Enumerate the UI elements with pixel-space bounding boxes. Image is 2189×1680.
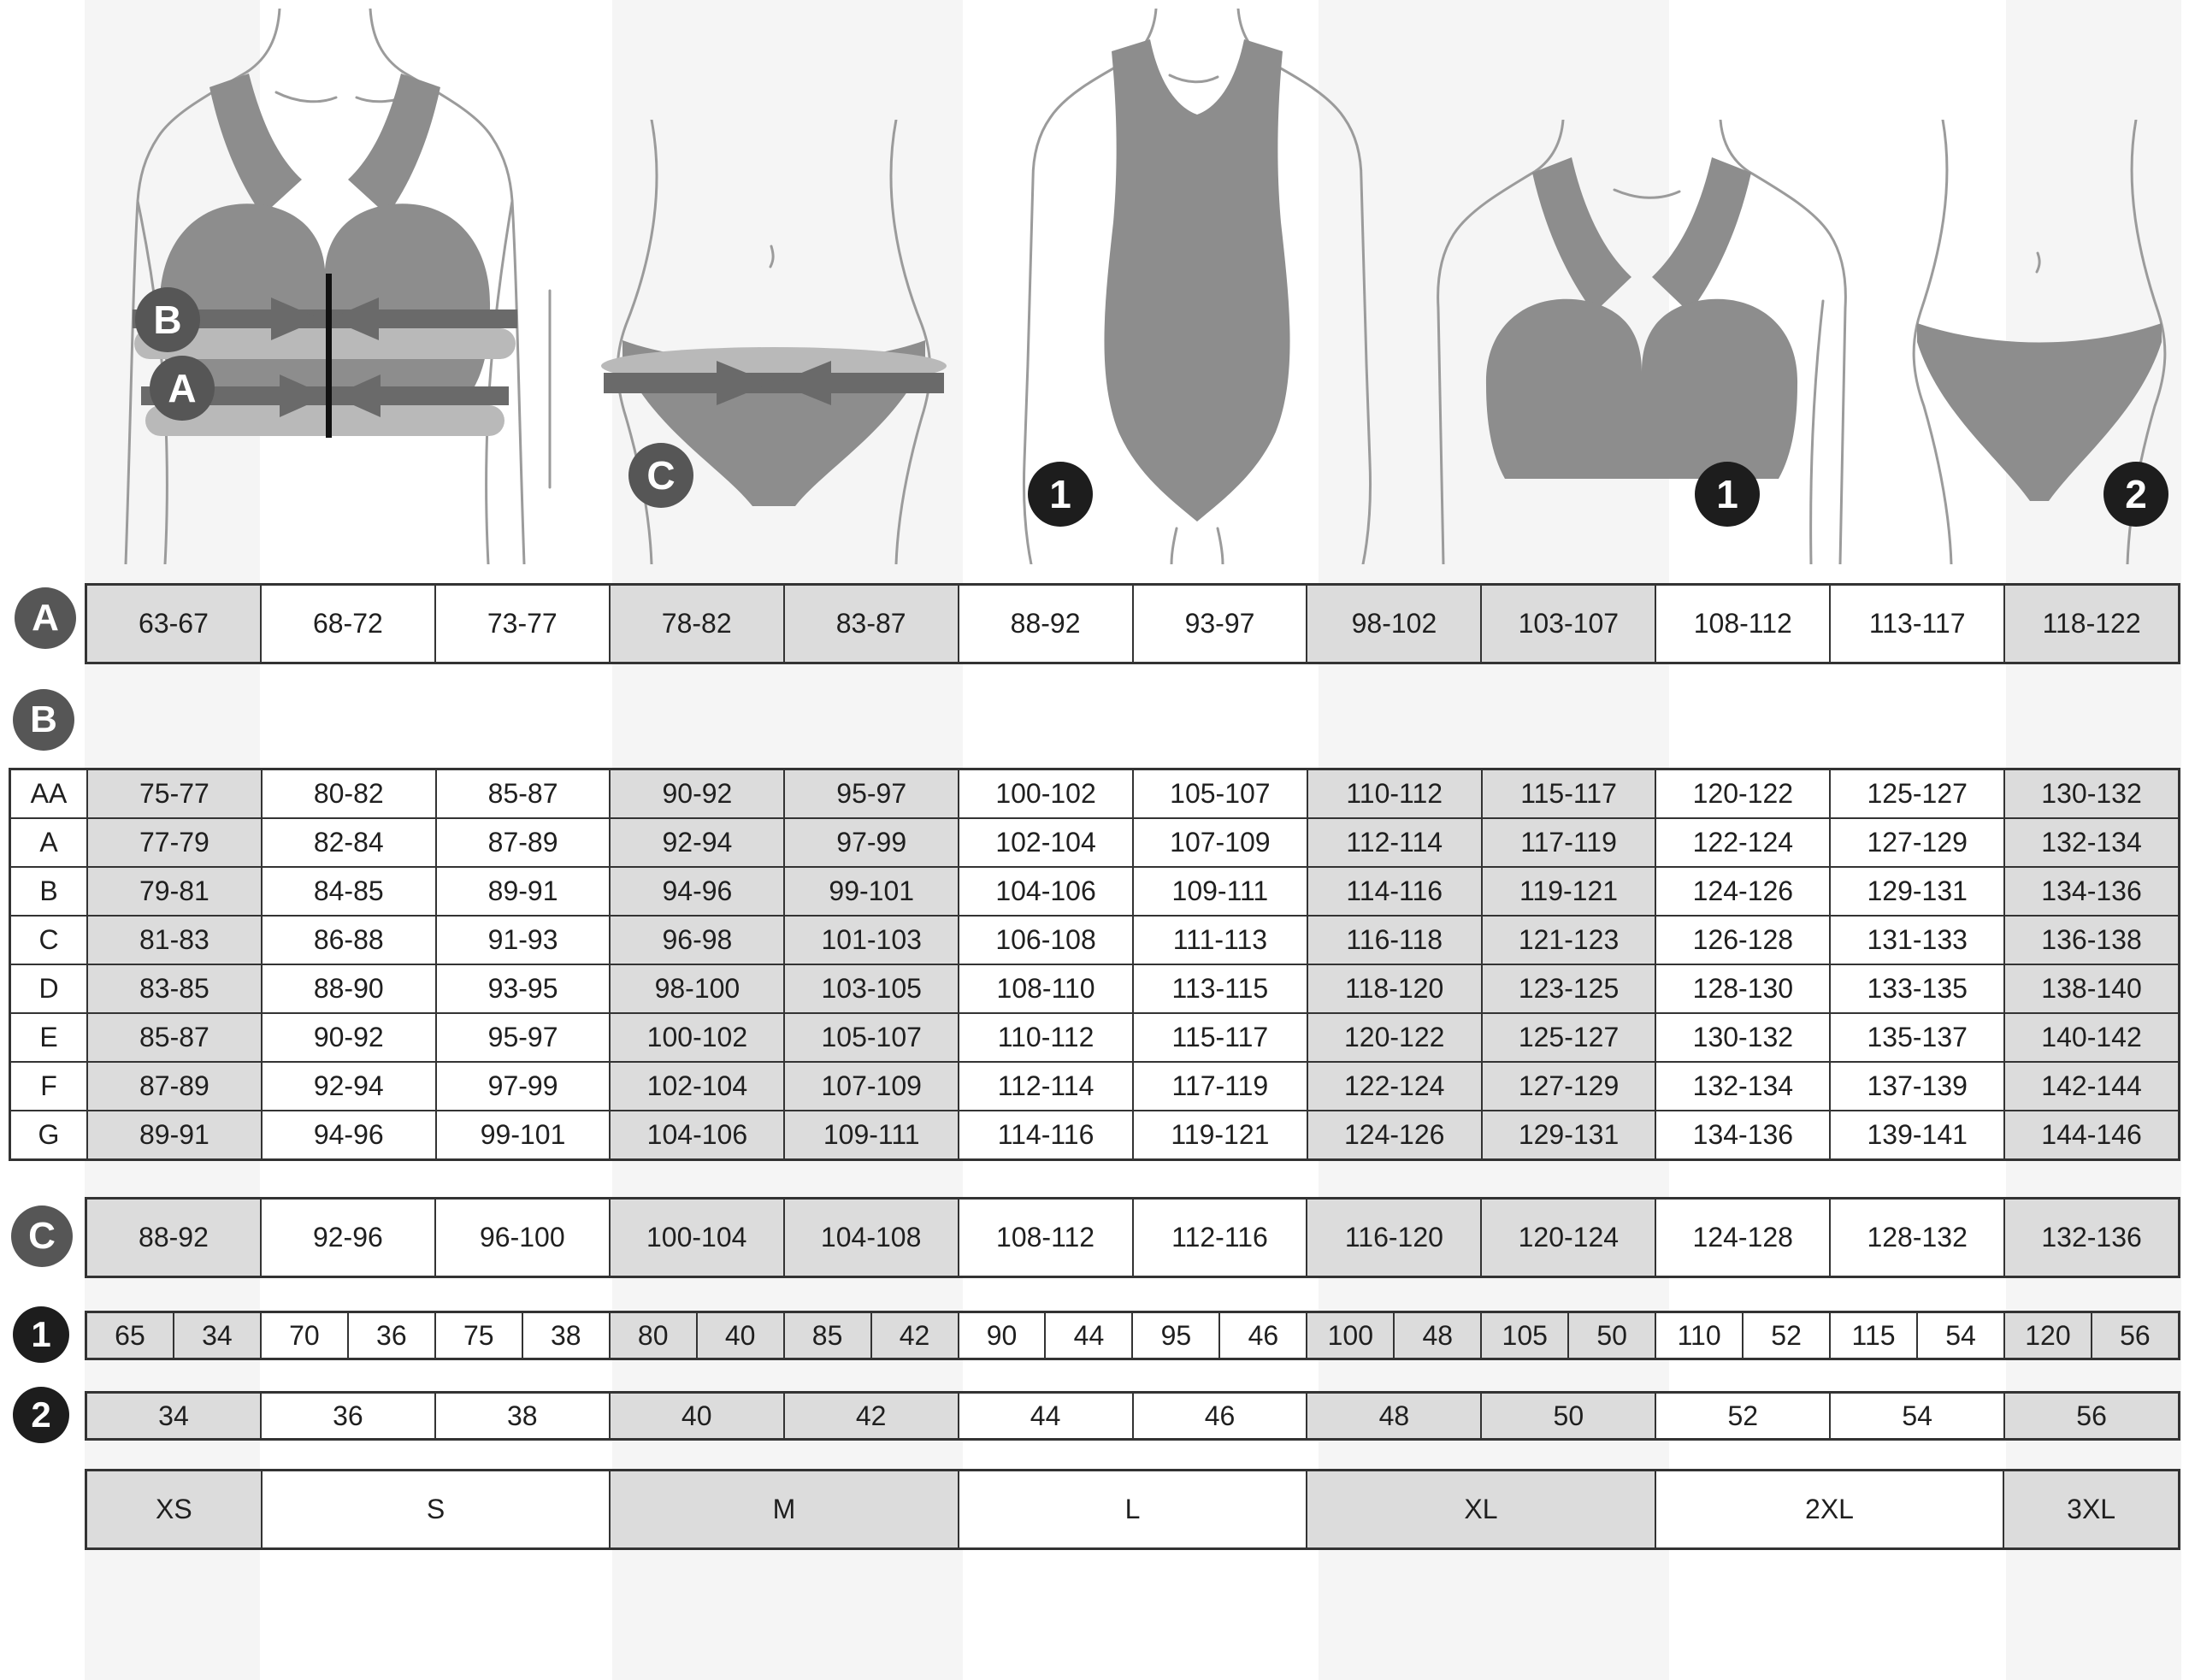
cup-range-cell: 99-101	[435, 1111, 610, 1158]
cup-range-cell: 127-129	[1481, 1063, 1655, 1110]
cup-range-cell: 135-137	[1829, 1014, 2003, 1061]
swimsuit-garment	[1104, 39, 1289, 522]
cup-range-cell: 120-122	[1307, 1014, 1481, 1061]
bra-conf-size-cell: 56	[2091, 1313, 2178, 1358]
underbust-range-cell: 103-107	[1480, 586, 1655, 662]
bra-band-size-cell: 105	[1480, 1313, 1567, 1358]
panty-size-cell: 40	[609, 1394, 783, 1438]
bra-strap	[1532, 157, 1631, 313]
cup-range-cell: 132-134	[1655, 1063, 1829, 1110]
cup-range-cell: 138-140	[2003, 965, 2178, 1012]
cup-range-cell: 101-103	[783, 917, 958, 964]
underbust-range-cell: 98-102	[1306, 586, 1480, 662]
cup-range-cell: 100-102	[958, 770, 1132, 817]
bra-band-size-cell: 85	[783, 1313, 870, 1358]
cup-range-cell: 75-77	[86, 770, 261, 817]
bra-band-size-cell: 100	[1306, 1313, 1393, 1358]
underbust-range-cell: 73-77	[434, 586, 609, 662]
cup-range-cell: 130-132	[2003, 770, 2178, 817]
body-outline	[1811, 301, 1823, 564]
panty-size-cell: 46	[1132, 1394, 1307, 1438]
cup-range-cell: 139-141	[1829, 1111, 2003, 1158]
cup-range-cell: 84-85	[261, 868, 435, 915]
underbust-range-cell: 93-97	[1132, 586, 1307, 662]
cup-range-cell: 83-85	[86, 965, 261, 1012]
hip-range-cell: 92-96	[260, 1200, 434, 1276]
figure-underbust-label-badge: A	[150, 356, 215, 421]
cup-range-cell: 130-132	[1655, 1014, 1829, 1061]
cup-range-cell: 93-95	[435, 965, 610, 1012]
cup-range-cell: 85-87	[435, 770, 610, 817]
bra-conf-size-cell: 54	[1916, 1313, 2003, 1358]
cup-range-cell: 124-126	[1307, 1111, 1481, 1158]
cup-range-cell: 134-136	[2003, 868, 2178, 915]
cup-table-row	[11, 817, 2178, 866]
cup-range-cell: 110-112	[958, 1014, 1132, 1061]
bra-conf-size-cell: 38	[522, 1313, 609, 1358]
cup-range-cell: 117-119	[1481, 819, 1655, 866]
cup-range-cell: 128-130	[1655, 965, 1829, 1012]
panty-size-cell: 34	[87, 1394, 260, 1438]
cup-range-cell: 97-99	[783, 819, 958, 866]
figure-bust-label-badge: B	[135, 287, 200, 352]
figure-panties-marker-badge: 2	[2103, 462, 2168, 527]
hip-range-table	[85, 1197, 2180, 1278]
cup-range-cell: 89-91	[435, 868, 610, 915]
bra-band-size-cell: 65	[87, 1313, 173, 1358]
bra-band-size-cell: 120	[2003, 1313, 2091, 1358]
cup-row-label: E	[11, 1014, 86, 1061]
panty-size-cell: 36	[260, 1394, 434, 1438]
cup-range-cell: 80-82	[261, 770, 435, 817]
cup-range-cell: 112-114	[958, 1063, 1132, 1110]
letter-size-cell: XL	[1306, 1471, 1655, 1547]
cup-table-row	[11, 866, 2178, 915]
bra-conf-size-cell: 40	[696, 1313, 783, 1358]
cup-table-row	[11, 1012, 2178, 1061]
cup-range-cell: 96-98	[609, 917, 783, 964]
figure-hip-label-badge: C	[628, 443, 693, 508]
bra-band-size-cell: 110	[1655, 1313, 1742, 1358]
cup-table-row	[11, 1110, 2178, 1158]
cup-table-row	[11, 915, 2178, 964]
bra-figure	[1437, 120, 1847, 564]
hip-range-cell: 128-132	[1829, 1200, 2003, 1276]
bra-cups	[1486, 299, 1797, 479]
hip-measure-band	[604, 373, 944, 393]
letter-size-cell: 2XL	[1655, 1471, 2003, 1547]
cup-range-cell: 95-97	[435, 1014, 610, 1061]
cup-range-cell: 92-94	[609, 819, 783, 866]
cup-range-cell: 109-111	[1132, 868, 1307, 915]
cup-range-cell: 116-118	[1307, 917, 1481, 964]
cup-range-cell: 89-91	[86, 1111, 261, 1158]
cup-range-cell: 119-121	[1132, 1111, 1307, 1158]
cup-range-cell: 134-136	[1655, 1111, 1829, 1158]
panty-size-table	[85, 1391, 2180, 1441]
cup-range-cell: 118-120	[1307, 965, 1481, 1012]
panty-size-cell: 42	[783, 1394, 958, 1438]
underbust-range-cell: 68-72	[260, 586, 434, 662]
row-panty-size-badge: 2	[13, 1387, 69, 1443]
center-reference-line	[326, 274, 332, 438]
letter-size-cell: 3XL	[2003, 1471, 2178, 1547]
collarbone-line	[1614, 190, 1679, 197]
underbust-range-cell: 113-117	[1829, 586, 2003, 662]
cup-range-cell: 137-139	[1829, 1063, 2003, 1110]
cup-row-label: A	[11, 819, 86, 866]
bra-band-size-cell: 75	[434, 1313, 522, 1358]
cup-range-cell: 125-127	[1481, 1014, 1655, 1061]
cup-row-label: B	[11, 868, 86, 915]
cup-range-cell: 132-134	[2003, 819, 2178, 866]
bra-illustration	[1437, 120, 1847, 564]
underbust-range-cell: 83-87	[783, 586, 958, 662]
cup-range-cell: 85-87	[86, 1014, 261, 1061]
figure-swimsuit-marker-badge: 1	[1028, 462, 1093, 527]
leg-line	[1171, 528, 1177, 564]
panty-size-cell: 44	[958, 1394, 1132, 1438]
panty-size-cell: 56	[2003, 1394, 2178, 1438]
cup-range-cell: 142-144	[2003, 1063, 2178, 1110]
cup-range-cell: 125-127	[1829, 770, 2003, 817]
cup-range-cell: 95-97	[783, 770, 958, 817]
cup-range-cell: 81-83	[86, 917, 261, 964]
hip-range-cell: 120-124	[1480, 1200, 1655, 1276]
underbust-range-cell: 108-112	[1655, 586, 1829, 662]
cup-range-cell: 123-125	[1481, 965, 1655, 1012]
bra-band-size-cell: 80	[609, 1313, 696, 1358]
cup-range-cell: 87-89	[86, 1063, 261, 1110]
letter-size-cell: XS	[87, 1471, 261, 1547]
letter-size-cell: L	[958, 1471, 1307, 1547]
bra-conf-size-cell: 46	[1218, 1313, 1306, 1358]
cup-range-cell: 88-90	[261, 965, 435, 1012]
cup-range-cell: 97-99	[435, 1063, 610, 1110]
hip-range-cell: 112-116	[1132, 1200, 1307, 1276]
navel-line	[770, 246, 773, 267]
cup-range-cell: 90-92	[261, 1014, 435, 1061]
panty-size-cell: 52	[1655, 1394, 1829, 1438]
row-underbust-badge: A	[15, 587, 76, 649]
bra-strap	[209, 74, 302, 215]
underbust-range-cell: 63-67	[87, 586, 260, 662]
cup-range-cell: 92-94	[261, 1063, 435, 1110]
cup-size-table	[9, 768, 2180, 1161]
body-outline	[247, 9, 280, 72]
bra-band-size-cell: 70	[260, 1313, 347, 1358]
bra-conf-size-cell: 34	[173, 1313, 260, 1358]
underbust-range-table	[85, 583, 2180, 664]
body-outline	[370, 9, 403, 72]
cup-row-label: F	[11, 1063, 86, 1110]
hip-range-cell: 116-120	[1306, 1200, 1480, 1276]
cup-range-cell: 115-117	[1481, 770, 1655, 817]
cup-range-cell: 107-109	[1132, 819, 1307, 866]
cup-range-cell: 117-119	[1132, 1063, 1307, 1110]
cup-table-row	[11, 964, 2178, 1012]
hip-range-cell: 132-136	[2003, 1200, 2178, 1276]
hip-range-cell: 96-100	[434, 1200, 609, 1276]
letter-size-table	[85, 1469, 2180, 1550]
figure-bra-marker-badge: 1	[1695, 462, 1760, 527]
bra-conf-size-cell: 48	[1393, 1313, 1480, 1358]
bra-conf-size-cell: 36	[347, 1313, 434, 1358]
cup-range-cell: 102-104	[958, 819, 1132, 866]
hip-range-cell: 124-128	[1655, 1200, 1829, 1276]
bra-band-size-cell: 95	[1131, 1313, 1218, 1358]
cup-range-cell: 98-100	[609, 965, 783, 1012]
cup-range-cell: 87-89	[435, 819, 610, 866]
cup-table-badge: B	[13, 689, 74, 751]
cup-range-cell: 114-116	[1307, 868, 1481, 915]
panty-size-cell: 38	[434, 1394, 609, 1438]
cup-range-cell: 115-117	[1132, 1014, 1307, 1061]
cup-range-cell: 91-93	[435, 917, 610, 964]
panty-size-cell: 50	[1480, 1394, 1655, 1438]
cup-range-cell: 121-123	[1481, 917, 1655, 964]
cup-range-cell: 102-104	[609, 1063, 783, 1110]
bra-conf-size-cell: 52	[1742, 1313, 1829, 1358]
bra-band-size-cell: 115	[1829, 1313, 1916, 1358]
cup-range-cell: 109-111	[783, 1111, 958, 1158]
bra-measurement-illustration	[81, 9, 569, 564]
cup-range-cell: 120-122	[1655, 770, 1829, 817]
cup-range-cell: 94-96	[609, 868, 783, 915]
row-hip-badge: C	[11, 1205, 73, 1267]
cup-range-cell: 133-135	[1829, 965, 2003, 1012]
cup-range-cell: 105-107	[783, 1014, 958, 1061]
cup-range-cell: 113-115	[1132, 965, 1307, 1012]
letter-size-cell: M	[609, 1471, 958, 1547]
collarbone-line	[1170, 75, 1218, 82]
cup-table-row	[11, 1061, 2178, 1110]
cup-range-cell: 104-106	[609, 1111, 783, 1158]
cup-range-cell: 79-81	[86, 868, 261, 915]
cup-range-cell: 127-129	[1829, 819, 2003, 866]
cup-row-label: AA	[11, 770, 86, 817]
bra-strap	[1652, 157, 1751, 313]
cup-range-cell: 131-133	[1829, 917, 2003, 964]
cup-row-label: C	[11, 917, 86, 964]
cup-range-cell: 77-79	[86, 819, 261, 866]
leg-line	[1218, 528, 1223, 564]
hip-range-cell: 100-104	[609, 1200, 783, 1276]
underbust-range-cell: 88-92	[958, 586, 1132, 662]
cup-range-cell: 126-128	[1655, 917, 1829, 964]
bra-conf-size-cell: 42	[870, 1313, 958, 1358]
navel-line	[2037, 253, 2039, 272]
cup-range-cell: 90-92	[609, 770, 783, 817]
underbust-range-cell: 118-122	[2003, 586, 2178, 662]
bra-conf-size-cell: 50	[1567, 1313, 1655, 1358]
letter-size-cell: S	[261, 1471, 610, 1547]
cup-table-row	[11, 770, 2178, 817]
cup-range-cell: 129-131	[1481, 1111, 1655, 1158]
cup-range-cell: 129-131	[1829, 868, 2003, 915]
cup-range-cell: 108-110	[958, 965, 1132, 1012]
row-bra-size-badge: 1	[13, 1306, 69, 1363]
panty-size-cell: 54	[1829, 1394, 2003, 1438]
cup-row-label: D	[11, 965, 86, 1012]
cup-range-cell: 144-146	[2003, 1111, 2178, 1158]
cup-range-cell: 111-113	[1132, 917, 1307, 964]
cup-range-cell: 100-102	[609, 1014, 783, 1061]
body-outline	[487, 201, 512, 564]
cup-range-cell: 119-121	[1481, 868, 1655, 915]
bra-measurement-figure	[81, 9, 569, 564]
bra-conf-size-cell: 44	[1044, 1313, 1131, 1358]
cup-row-label: G	[11, 1111, 86, 1158]
bra-band-size-cell: 90	[958, 1313, 1045, 1358]
cup-range-cell: 124-126	[1655, 868, 1829, 915]
underbust-range-cell: 78-82	[609, 586, 783, 662]
cup-range-cell: 122-124	[1307, 1063, 1481, 1110]
cup-range-cell: 110-112	[1307, 770, 1481, 817]
cup-range-cell: 99-101	[783, 868, 958, 915]
cup-range-cell: 104-106	[958, 868, 1132, 915]
cup-range-cell: 94-96	[261, 1111, 435, 1158]
collarbone-line	[276, 92, 336, 102]
cup-range-cell: 86-88	[261, 917, 435, 964]
cup-range-cell: 140-142	[2003, 1014, 2178, 1061]
cup-range-cell: 105-107	[1132, 770, 1307, 817]
hip-range-cell: 88-92	[87, 1200, 260, 1276]
hip-range-cell: 108-112	[958, 1200, 1132, 1276]
cup-range-cell: 114-116	[958, 1111, 1132, 1158]
bra-size-table	[85, 1311, 2180, 1360]
cup-range-cell: 136-138	[2003, 917, 2178, 964]
cup-range-cell: 106-108	[958, 917, 1132, 964]
panty-size-cell: 48	[1306, 1394, 1480, 1438]
cup-range-cell: 122-124	[1655, 819, 1829, 866]
hip-range-cell: 104-108	[783, 1200, 958, 1276]
cup-range-cell: 107-109	[783, 1063, 958, 1110]
cup-range-cell: 112-114	[1307, 819, 1481, 866]
cup-range-cell: 103-105	[783, 965, 958, 1012]
bra-strap	[348, 74, 440, 215]
cup-range-cell: 82-84	[261, 819, 435, 866]
